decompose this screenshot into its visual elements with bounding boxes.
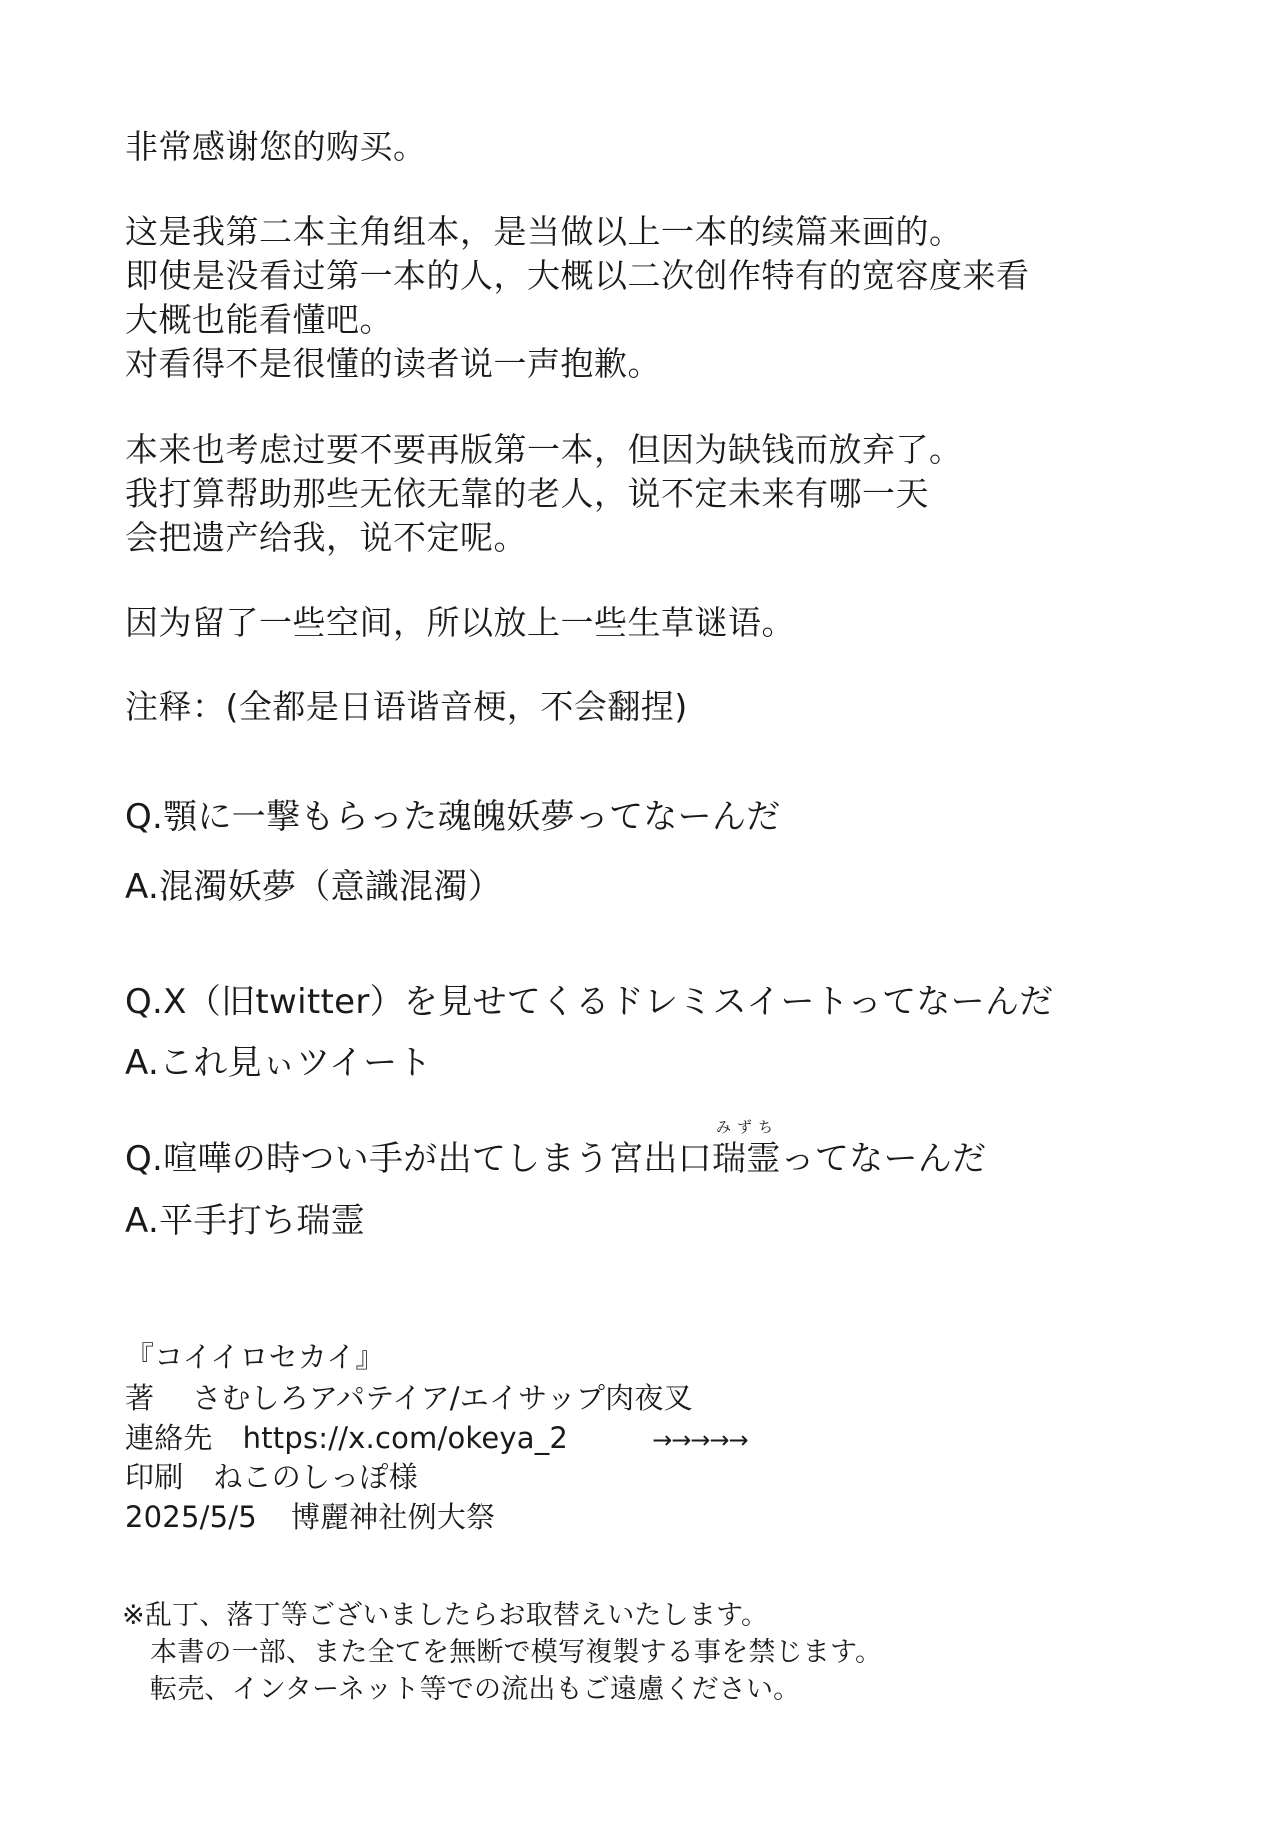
ruby-reading: みずち <box>715 1118 779 1136</box>
notice-line: 本書の一部、また全てを無断で模写複製する事を禁じます。 <box>150 1637 883 1668</box>
colophon-date <box>125 1500 496 1534</box>
colophon-contact <box>125 1421 748 1455</box>
afterword-line: 即使是没看过第一本的人，大概以二次创作特有的宽容度来看 <box>125 256 1030 295</box>
afterword-note: 注释：(全都是日语谐音梗，不会翻捏) <box>125 687 688 726</box>
afterword-line: 对看得不是很懂的读者说一声抱歉。 <box>125 344 661 383</box>
event-name: 博麗神社例大祭 <box>290 1500 496 1534</box>
notice-line: ※乱丁、落丁等ございましたらお取替えいたします。 <box>122 1600 769 1631</box>
ruby-word <box>711 1118 781 1179</box>
riddle-question: Q.X（旧twitter）を見せてくるドレミスイートってなーんだ <box>125 982 1054 1022</box>
riddle-question: Q.顎に一撃もらった魂魄妖夢ってなーんだ <box>125 797 781 837</box>
afterword-line: 我打算帮助那些无依无靠的老人，说不定未来有哪一天 <box>125 474 929 513</box>
afterword-line: 这是我第二本主角组本，是当做以上一本的续篇来画的。 <box>125 212 963 251</box>
book-title: 『コイイロセカイ』 <box>125 1340 385 1374</box>
riddle-answer: A.混濁妖夢（意識混濁） <box>125 867 503 907</box>
author-value: さむしろアパテイア/エイサップ肉夜叉 <box>192 1381 693 1415</box>
ruby-base: 瑞霊 <box>711 1139 781 1179</box>
riddle-question-part: Q.喧嘩の時つい手が出てしまう宮出口 <box>125 1139 712 1179</box>
colophon-author <box>125 1381 693 1415</box>
printer-value: ねこのしっぽ様 <box>213 1460 418 1494</box>
afterword-line: 大概也能看懂吧。 <box>125 300 393 339</box>
notice-line: 転売、インターネット等での流出もご遠慮ください。 <box>150 1674 801 1705</box>
riddle-answer: A.平手打ち瑞霊 <box>125 1201 365 1241</box>
contact-link[interactable]: https://x.com/okeya_2 <box>242 1421 569 1455</box>
riddle-answer: A.これ見ぃツイート <box>125 1043 432 1083</box>
contact-label: 連絡先 <box>125 1421 213 1455</box>
issue-date: 2025/5/5 <box>125 1500 257 1534</box>
printer-label: 印刷 <box>125 1460 184 1494</box>
arrows-icon: →→→→→ <box>652 1426 748 1454</box>
afterword-line: 因为留了一些空间，所以放上一些生草谜语。 <box>125 603 795 642</box>
afterword-thanks: 非常感谢您的购买。 <box>125 127 427 166</box>
author-label: 著 <box>125 1381 155 1415</box>
riddle-question <box>125 1118 987 1179</box>
riddle-question-part: ってなーんだ <box>780 1139 987 1179</box>
afterword-line: 会把遗产给我，说不定呢。 <box>125 518 527 557</box>
afterword-line: 本来也考虑过要不要再版第一本，但因为缺钱而放弃了。 <box>125 430 963 469</box>
colophon-printer <box>125 1460 418 1494</box>
